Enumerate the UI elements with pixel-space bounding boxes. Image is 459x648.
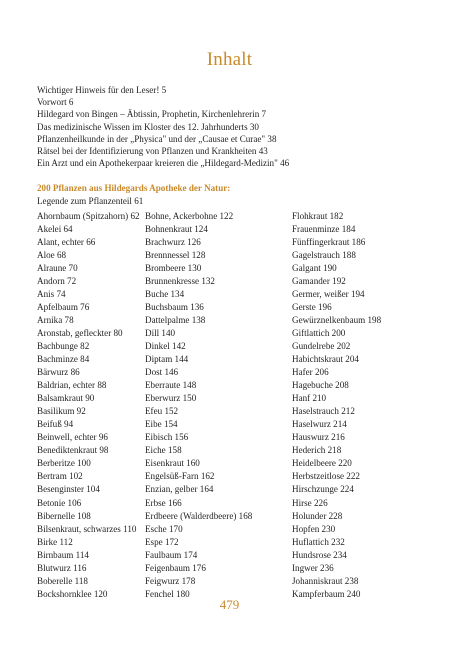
plant-entry: Erdbeere (Walderdbeere) 168 bbox=[145, 510, 253, 521]
plant-entry: Fünffingerkraut 186 bbox=[292, 236, 366, 247]
plant-entry: Basilikum 92 bbox=[37, 406, 86, 417]
plant-entry: Baldrian, echter 88 bbox=[37, 380, 107, 391]
plant-entry: Anis 74 bbox=[37, 288, 66, 299]
plant-entry: Beifuß 94 bbox=[37, 419, 74, 430]
plant-entry: Dost 146 bbox=[145, 367, 179, 378]
plant-entry: Espe 172 bbox=[145, 536, 179, 547]
plant-entry: Betonie 106 bbox=[37, 497, 82, 508]
page-title: Inhalt bbox=[206, 49, 253, 70]
plant-entry: Birnbaum 114 bbox=[37, 549, 89, 560]
plant-entry: Hagebuche 208 bbox=[292, 380, 349, 391]
plant-entry: Buche 134 bbox=[145, 288, 185, 299]
toc-entry: Vorwort 6 bbox=[37, 97, 74, 108]
plant-entry: Bertram 102 bbox=[37, 471, 83, 482]
plant-entry: Hirse 226 bbox=[292, 497, 328, 508]
plant-entry: Haselstrauch 212 bbox=[292, 406, 355, 417]
plant-entry: Aronstab, gefleckter 80 bbox=[37, 327, 123, 338]
toc-entry: Rätsel bei der Identifizierung von Pflanzen und Krankheiten 43 bbox=[37, 146, 268, 157]
plant-entry: Aloe 68 bbox=[37, 249, 67, 260]
plant-entry: Gewürznelkenbaum 198 bbox=[292, 314, 382, 325]
toc-entry: Das medizinische Wissen im Kloster des 12. Jahrhunderts 30 bbox=[37, 121, 259, 132]
plant-entry: Hirschzunge 224 bbox=[292, 484, 354, 495]
plant-entry: Johanniskraut 238 bbox=[292, 575, 359, 586]
plant-entry: Apfelbaum 76 bbox=[37, 301, 90, 312]
toc-entry: Wichtiger Hinweis für den Leser! 5 bbox=[37, 85, 167, 95]
plant-entry: Birke 112 bbox=[37, 536, 73, 547]
plant-entry: Enzian, gelber 164 bbox=[145, 484, 214, 495]
plant-column-2 bbox=[145, 210, 252, 601]
plant-entry: Bockshornklee 120 bbox=[37, 588, 108, 599]
plant-entry: Bachminze 84 bbox=[37, 354, 90, 365]
plant-entry: Giftlattich 200 bbox=[292, 327, 346, 338]
plant-entry: Habichtskraut 204 bbox=[292, 354, 359, 365]
plant-entry: Galgant 190 bbox=[292, 262, 337, 273]
plant-entry: Hauswurz 216 bbox=[292, 432, 345, 443]
plant-entry: Holunder 228 bbox=[292, 510, 343, 521]
plant-entry: Haselwurz 214 bbox=[292, 419, 347, 430]
plant-entry: Brunnenkresse 132 bbox=[145, 275, 215, 286]
page-number: 479 bbox=[219, 597, 240, 612]
toc-entry: Ein Arzt und ein Apothekerpaar kreieren die „Hildegard-Medizin" 46 bbox=[37, 158, 290, 169]
plant-entry: Brombeere 130 bbox=[145, 262, 202, 273]
plant-entry: Eibisch 156 bbox=[145, 432, 189, 443]
plant-entry: Dattelpalme 138 bbox=[145, 314, 206, 325]
toc-entry: Pflanzenheilkunde in der „Physica" und der „Causae et Curae" 38 bbox=[37, 133, 277, 144]
plant-entry: Eisenkraut 160 bbox=[145, 458, 200, 469]
plant-entry: Diptam 144 bbox=[145, 354, 189, 365]
plant-entry: Esche 170 bbox=[145, 523, 183, 534]
plant-entry: Brennnessel 128 bbox=[145, 249, 206, 260]
plant-entry: Dill 140 bbox=[145, 327, 176, 338]
plant-entry: Eiche 158 bbox=[145, 445, 182, 456]
toc-entry: Hildegard von Bingen – Äbtissin, Prophetin, Kirchenlehrerin 7 bbox=[37, 109, 267, 120]
plant-entry: Blutwurz 116 bbox=[37, 562, 87, 573]
plant-entry: Frauenminze 184 bbox=[292, 223, 356, 234]
plant-entry: Beinwell, echter 96 bbox=[37, 432, 108, 443]
plant-entry: Balsamkraut 90 bbox=[37, 393, 95, 404]
plant-entry: Hafer 206 bbox=[292, 367, 329, 378]
plant-entry: Heidelbeere 220 bbox=[292, 458, 352, 469]
plant-entry: Engelsüß-Farn 162 bbox=[145, 471, 215, 482]
plant-entry: Eibe 154 bbox=[145, 419, 178, 430]
plant-entry: Flohkraut 182 bbox=[292, 210, 344, 221]
plant-entry: Gamander 192 bbox=[292, 275, 346, 286]
plant-entry: Bachbunge 82 bbox=[37, 340, 90, 351]
plant-entry: Feigwurz 178 bbox=[145, 575, 196, 586]
plant-entry: Hanf 210 bbox=[292, 393, 327, 404]
plant-entry: Bohnenkraut 124 bbox=[145, 223, 208, 234]
plant-entry: Bärwurz 86 bbox=[37, 367, 80, 378]
plant-entry: Alant, echter 66 bbox=[37, 236, 96, 247]
plant-entry: Boberelle 118 bbox=[37, 575, 88, 586]
plant-entry: Arnika 78 bbox=[37, 314, 74, 325]
plant-entry: Berberitze 100 bbox=[37, 458, 91, 469]
plant-entry: Herbstzeitlose 222 bbox=[292, 471, 360, 482]
legend-entry: Legende zum Pflanzenteil 61 bbox=[37, 196, 144, 206]
plant-entry: Erbse 166 bbox=[145, 497, 182, 508]
plant-entry: Germer, weißer 194 bbox=[292, 288, 365, 299]
plant-entry: Hundsrose 234 bbox=[292, 549, 347, 560]
plant-entry: Gundelrebe 202 bbox=[292, 340, 351, 351]
plant-column-1 bbox=[37, 210, 140, 601]
plant-entry: Hopfen 230 bbox=[292, 523, 336, 534]
plant-entry: Gagelstrauch 188 bbox=[292, 249, 356, 260]
plant-entry: Benediktenkraut 98 bbox=[37, 445, 109, 456]
plant-entry: Ingwer 236 bbox=[292, 562, 334, 573]
plant-entry: Bilsenkraut, schwarzes 110 bbox=[37, 523, 137, 534]
plant-entry: Alraune 70 bbox=[37, 262, 78, 273]
plant-entry: Efeu 152 bbox=[145, 406, 179, 417]
plant-column-3 bbox=[292, 210, 381, 601]
plant-entry: Besenginster 104 bbox=[37, 484, 100, 495]
plant-entry: Hederich 218 bbox=[292, 445, 342, 456]
plant-entry: Eberraute 148 bbox=[145, 380, 197, 391]
plant-entry: Ahornbaum (Spitzahorn) 62 bbox=[37, 210, 140, 221]
plant-entry: Akelei 64 bbox=[37, 223, 73, 234]
plant-entry: Bibernelle 108 bbox=[37, 510, 91, 521]
plant-entry: Dinkel 142 bbox=[145, 340, 186, 351]
plant-entry: Bohne, Ackerbohne 122 bbox=[145, 210, 234, 221]
section-heading: 200 Pflanzen aus Hildegards Apotheke der Natur: bbox=[37, 183, 231, 193]
plant-entry: Huflattich 232 bbox=[292, 536, 345, 547]
plant-entry: Eberwurz 150 bbox=[145, 393, 197, 404]
plant-entry: Andorn 72 bbox=[37, 275, 77, 286]
plant-entry: Buchsbaum 136 bbox=[145, 301, 204, 312]
plant-entry: Gerste 196 bbox=[292, 301, 332, 312]
plant-entry: Faulbaum 174 bbox=[145, 549, 198, 560]
intro-entries bbox=[37, 84, 437, 169]
plant-entry: Feigenbaum 176 bbox=[145, 562, 206, 573]
plant-entry: Kampferbaum 240 bbox=[292, 588, 361, 599]
plant-entry: Brachwurz 126 bbox=[145, 236, 201, 247]
plant-entry: Fenchel 180 bbox=[145, 588, 190, 599]
